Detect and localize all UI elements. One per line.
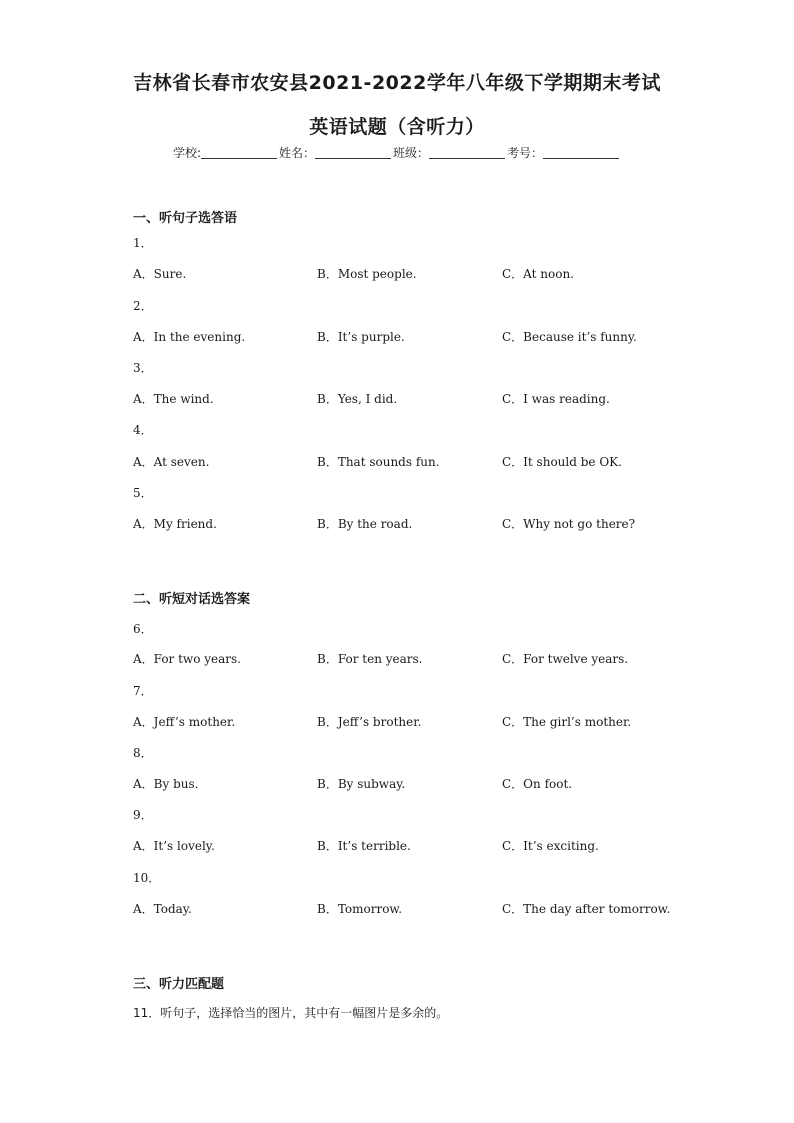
option-c: C．Because it’s funny. <box>502 330 637 344</box>
name-blank[interactable] <box>315 146 391 159</box>
name-label: 姓名： <box>279 146 316 160</box>
option-b: B．For ten years. <box>317 652 423 666</box>
options-row <box>133 900 753 918</box>
question-number: 11． <box>133 1006 161 1020</box>
school-blank[interactable] <box>201 146 277 159</box>
option-a: A．It’s lovely. <box>133 839 215 853</box>
option-b: B．It’s purple. <box>317 330 405 344</box>
question-11 <box>133 1004 448 1021</box>
option-a: A．Jeff’s mother. <box>133 715 236 729</box>
option-b: B．By the road. <box>317 517 413 531</box>
question-number: 4． <box>133 423 153 437</box>
school-label: 学校: <box>172 146 201 160</box>
option-a: A．In the evening. <box>133 330 246 344</box>
option-c: C．For twelve years. <box>502 652 629 666</box>
question-number: 3． <box>133 361 153 375</box>
option-a: A．The wind. <box>133 392 214 406</box>
question-number: 7． <box>133 684 153 698</box>
option-a: A．My friend. <box>133 517 217 531</box>
option-b: B．Yes, I did. <box>317 392 398 406</box>
question-number: 10． <box>133 871 161 885</box>
exam-number-label: 考号： <box>507 146 544 160</box>
option-b: B．Tomorrow. <box>317 902 403 916</box>
options-row <box>133 453 753 471</box>
option-c: C．The girl’s mother. <box>502 715 632 729</box>
class-label: 班级： <box>393 146 430 160</box>
option-c: C．Why not go there? <box>502 517 636 531</box>
options-row <box>133 265 753 283</box>
options-row <box>133 515 753 533</box>
options-row <box>133 390 753 408</box>
question-number: 6． <box>133 622 153 636</box>
options-row <box>133 713 753 731</box>
question-number: 5． <box>133 486 153 500</box>
option-a: A．By bus. <box>133 777 199 791</box>
option-b: B．Most people. <box>317 267 417 281</box>
options-row <box>133 328 753 346</box>
section-heading-3: 三、听力匹配题 <box>133 977 225 992</box>
option-a: A．For two years. <box>133 652 241 666</box>
option-c: C．On foot. <box>502 777 573 791</box>
options-row <box>133 775 753 793</box>
option-b: B．By subway. <box>317 777 406 791</box>
option-c: C．It’s exciting. <box>502 839 599 853</box>
option-b: B．Jeff’s brother. <box>317 715 422 729</box>
class-blank[interactable] <box>429 146 505 159</box>
question-number: 2． <box>133 299 153 313</box>
option-c: C．The day after tomorrow. <box>502 902 671 916</box>
options-row <box>133 650 753 668</box>
question-number: 8． <box>133 746 153 760</box>
option-c: C．I was reading. <box>502 392 610 406</box>
option-c: C．It should be OK. <box>502 455 622 469</box>
question-number: 1． <box>133 236 153 250</box>
exam-title-line-1: 吉林省长春市农安县2021-2022学年八年级下学期期末考试 <box>133 72 661 94</box>
exam-title-line-2: 英语试题（含听力） <box>309 116 485 138</box>
option-b: B．It’s terrible. <box>317 839 411 853</box>
section-heading-2: 二、听短对话选答案 <box>133 592 251 607</box>
option-c: C．At noon. <box>502 267 574 281</box>
exam-number-blank[interactable] <box>543 146 619 159</box>
option-a: A．Sure. <box>133 267 187 281</box>
question-text: 听句子，选择恰当的图片，其中有一幅图片是多余的。 <box>160 1006 449 1020</box>
student-info-row <box>0 144 794 161</box>
option-a: A．At seven. <box>133 455 210 469</box>
options-row <box>133 837 753 855</box>
option-a: A．Today. <box>133 902 192 916</box>
option-b: B．That sounds fun. <box>317 455 440 469</box>
section-heading-1: 一、听句子选答语 <box>133 211 238 226</box>
question-number: 9． <box>133 808 153 822</box>
